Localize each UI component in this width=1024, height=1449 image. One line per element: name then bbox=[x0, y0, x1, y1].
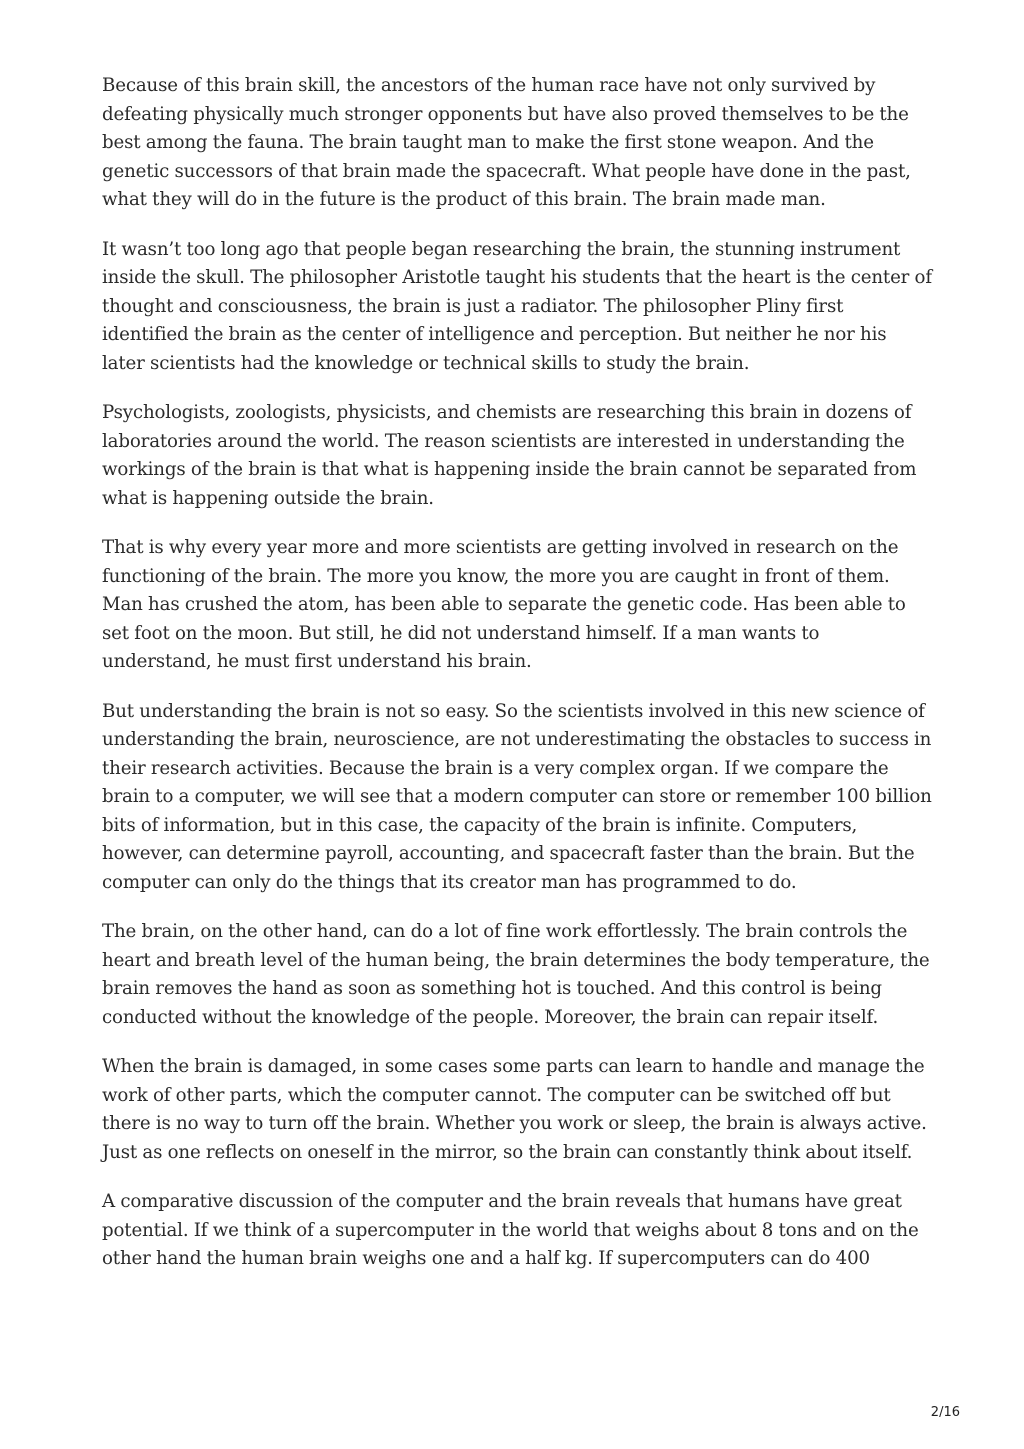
paragraph-7: When the brain is damaged, in some cases some parts can learn to handle and manage the work of other parts, which the computer cannot. The computer can be switched off but there is no way to turn off the brain. Whether you work or sleep, the brain is always active. Just as one reflects on oneself in the mirror, so the brain can constantly think about itself. bbox=[102, 1056, 927, 1163]
paragraph-8: A comparative discussion of the computer and the brain reveals that humans have great potential. If we think of a supercomputer in the world that weighs about 8 tons and on the other hand the human brain weighs one and a half kg. If supercomputers can do 400 bbox=[102, 1191, 919, 1269]
page-number: 2/16 bbox=[930, 1405, 960, 1420]
paragraph-4: That is why every year more and more scientists are getting involved in research on the functioning of the brain. The more you know, the more you are caught in front of them. Man has crushed the atom, has been able to separate the genetic code. Has been able to set foot on the moon. But still, he did not understand himself. If a man wants to understand, he must first understand his brain. bbox=[102, 537, 906, 672]
paragraph-2: It wasn’t too long ago that people began researching the brain, the stunning instrument inside the skull. The philosopher Aristotle taught his students that the heart is the center of thought and consciousness, the brain is just a radiator. The philosopher Pliny first identified the brain as the center of intelligence and perception. But neither he nor his later scientists had the knowledge or technical skills to study the brain. bbox=[102, 238, 932, 374]
paragraph-5: But understanding the brain is not so easy. So the scientists involved in this new science of understanding the brain, neuroscience, are not underestimating the obstacles to success in their research activities. Because the brain is a very complex organ. If we compare the brain to a computer, we will see that a modern computer can store or remember 100 billion bits of information, but in this case, the capacity of the brain is infinite. Computers, however, can determine payroll, accounting, and spacecraft faster than the brain. But the computer can only do the things that its creator man has programmed to do. bbox=[102, 700, 932, 893]
paragraph-6: The brain, on the other hand, can do a lot of fine work effortlessly. The brain controls the heart and breath level of the human being, the brain determines the body temperature, the brain removes the hand as soon as something hot is touched. And this control is being conducted without the knowledge of the people. Moreover, the brain can repair itself. bbox=[102, 921, 930, 1028]
document-body bbox=[102, 72, 932, 1295]
paragraph-1: Because of this brain skill, the ancestors of the human race have not only survived by defeating physically much stronger opponents but have also proved themselves to be the best among the fauna. The brain taught man to make the first stone weapon. And the genetic successors of that brain made the spacecraft. What people have done in the past, what they will do in the future is the product of this brain. The brain made man. bbox=[102, 75, 911, 210]
paragraph-3: Psychologists, zoologists, physicists, and chemists are researching this brain in dozens of laboratories around the world. The reason scientists are interested in understanding the workings of the brain is that what is happening inside the brain cannot be separated from what is happening outside the brain. bbox=[102, 402, 917, 509]
